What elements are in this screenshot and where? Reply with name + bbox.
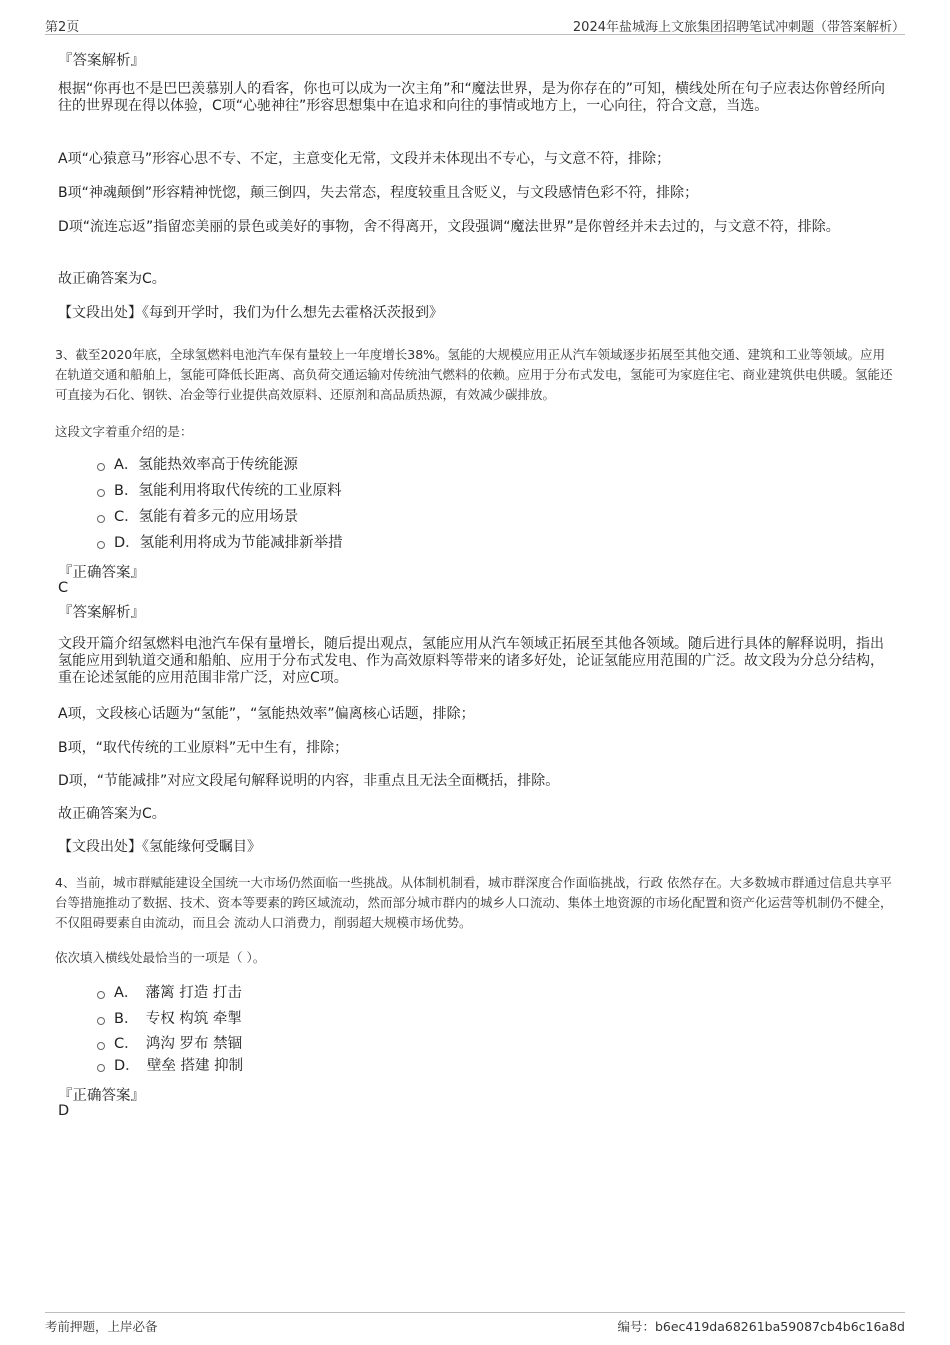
radio-icon[interactable] [97, 991, 105, 999]
q4-option-d-label: D． 壁垒 搭建 抑制 [114, 1058, 244, 1074]
q3-option-b[interactable] [97, 481, 341, 501]
q3-option-c[interactable] [97, 507, 298, 527]
q4-option-a-label: A． 藩篱 打造 打击 [114, 985, 242, 1001]
q3-option-d-label: D．氢能利用将成为节能减排新举措 [114, 535, 343, 551]
q4-option-d[interactable] [97, 1056, 243, 1076]
page-header [45, 14, 905, 35]
q3-source: 【文段出处】《氢能缘何受瞩目》 [58, 839, 261, 855]
q4-option-b-label: B． 专权 构筑 牵掣 [114, 1011, 242, 1027]
q3-conclusion: 故正确答案为C。 [58, 806, 166, 822]
q4-option-b[interactable] [97, 1009, 242, 1029]
radio-icon[interactable] [97, 541, 105, 549]
radio-icon[interactable] [97, 489, 105, 497]
q4-option-c-label: C． 鸿沟 罗布 禁锢 [114, 1036, 243, 1052]
q3-answer-label: 『正确答案』 [58, 565, 145, 581]
q2-analysis-label: 『答案解析』 [58, 53, 145, 69]
q4-answer-label: 『正确答案』 [58, 1088, 145, 1104]
q3-analysis-option-a: A项，文段核心话题为“氢能”，“氢能热效率”偏离核心话题，排除； [58, 706, 475, 722]
q2-analysis-option-d: D项“流连忘返”指留恋美丽的景色或美好的事物，舍不得离开，文段强调“魔法世界”是你曾经并未去过的，与文意不符，排除。 [58, 219, 840, 235]
q2-conclusion: 故正确答案为C。 [58, 271, 166, 287]
q2-analysis-paragraph: 根据“你再也不是巴巴羡慕别人的看客，你也可以成为一次主角”和“魔法世界，是为你存在的”可知，横线处所在句子应表达你曾经所向往的世界现在得以体验，C项“心驰神往”形容思想集中在追求和向往的事情或地方上，一心向往，符合文意，当选。 [58, 81, 886, 114]
q3-analysis-paragraph: 文段开篇介绍氢燃料电池汽车保有量增长，随后提出观点，氢能应用从汽车领域正拓展至其他各领域。随后进行具体的解释说明，指出氢能应用到轨道交通和船舶、应用于分布式发电、作为高效原料等带来的诸多好处，论证氢能应用范围的广泛。故文段为分总分结构，重在论述氢能的应用范围非常广泛，对应C项。 [58, 636, 884, 686]
radio-icon[interactable] [97, 1064, 105, 1072]
q4-option-a[interactable] [97, 983, 242, 1003]
q3-analysis-option-d: D项，“节能减排”对应文段尾句解释说明的内容，非重点且无法全面概括，排除。 [58, 773, 560, 789]
q3-option-a-label: A．氢能热效率高于传统能源 [114, 457, 298, 473]
radio-icon[interactable] [97, 463, 105, 471]
q3-option-b-label: B．氢能利用将取代传统的工业原料 [114, 483, 342, 499]
q4-stem: 4、当前，城市群赋能建设全国统一大市场仍然面临一些挑战。从体制机制看，城市群深度合作面临挑战，行政 依然存在。大多数城市群通过信息共享平台等措施推动了数据、技术、资本等要素的跨区域流动，然而部分城市群内的城乡人口流动、集体土地资源的市场化配置和资产化运营等机制仍不健全，不仅阻碍要素自由流动，而且会 流动人口消费力，削弱超大规模市场优势。 [55, 875, 893, 930]
q3-answer: C [58, 580, 69, 596]
q2-analysis-option-a: A项“心猿意马”形容心思不专、不定，主意变化无常，文段并未体现出不专心，与文意不符，排除； [58, 151, 671, 167]
q3-option-d[interactable] [97, 533, 343, 553]
q4-option-c[interactable] [97, 1034, 242, 1054]
q3-analysis-option-b: B项，“取代传统的工业原料”无中生有，排除； [58, 740, 349, 756]
q3-analysis-label: 『答案解析』 [58, 605, 145, 621]
q3-stem: 3、截至2020年底，全球氢燃料电池汽车保有量较上一年度增长38%。氢能的大规模应用正从汽车领域逐步拓展至其他交通、建筑和工业等领域。应用在轨道交通和船舶上，氢能可降低长距离、高负荷交通运输对传统油气燃料的依赖。应用于分布式发电，氢能可为家庭住宅、商业建筑供电供暖。氢能还可直接为石化、钢铁、冶金等行业提供高效原料、还原剂和高品质热源，有效减少碳排放。 [55, 347, 893, 402]
radio-icon[interactable] [97, 1017, 105, 1025]
radio-icon[interactable] [97, 515, 105, 523]
document-id: 编号：b6ec419da68261ba59087cb4b6c16a8d [617, 1319, 905, 1334]
footer-slogan: 考前押题，上岸必备 [45, 1319, 158, 1334]
q3-option-a[interactable] [97, 455, 298, 475]
page-footer [45, 1312, 905, 1335]
radio-icon[interactable] [97, 1042, 105, 1050]
q4-answer: D [58, 1103, 70, 1119]
q2-analysis-option-b: B项“神魂颠倒”形容精神恍惚，颠三倒四，失去常态，程度较重且含贬义，与文段感情色彩不符，排除； [58, 185, 699, 201]
document-title: 2024年盐城海上文旅集团招聘笔试冲刺题（带答案解析） [572, 20, 905, 35]
q2-source: 【文段出处】《每到开学时，我们为什么想先去霍格沃茨报到》 [58, 305, 443, 321]
q4-question: 依次填入横线处最恰当的一项是（ ）。 [55, 950, 266, 965]
q3-question: 这段文字着重介绍的是： [55, 424, 193, 439]
page-number: 第2页 [45, 20, 80, 35]
q3-option-c-label: C．氢能有着多元的应用场景 [114, 509, 299, 525]
